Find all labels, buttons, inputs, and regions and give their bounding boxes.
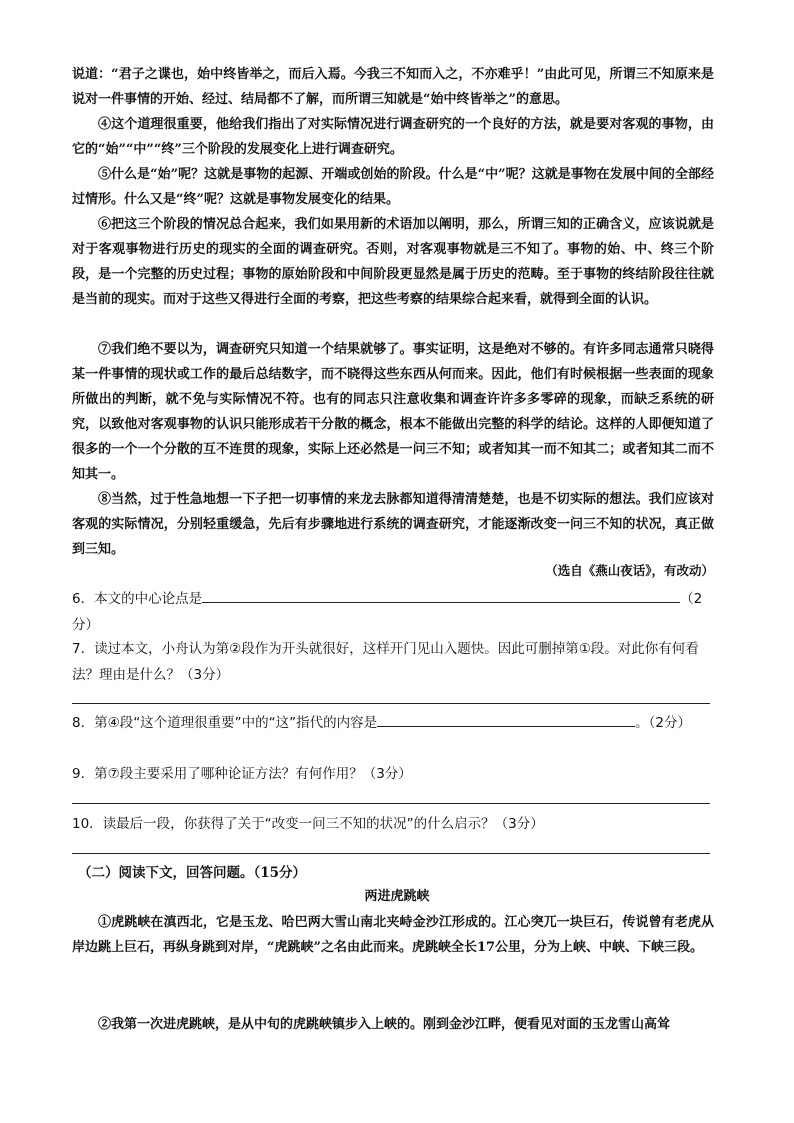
question-8-text: 8．第④段“这个道理很重要”中的“这”指代的内容是: [72, 715, 378, 731]
article-paragraph-4: ④这个道理很重要，他给我们指出了对实际情况进行调查研究的一个良好的方法，就是要对客观的事物，由它的“始”“中”“终”三个阶段的发展变化上进行调查研究。: [72, 117, 714, 157]
question-6-score: （2分）: [72, 591, 703, 633]
article-2-paragraph-1: ①虎跳峡在滇西北，它是玉龙、哈巴两大雪山南北夹峙金沙江形成的。江心突兀一块巨石，传说曾有老虎从岸边跳上巨石，再纵身跳到对岸，“虎跳峡”之名由此而来。虎跳峡全长17公里，分为上峡、中峡、下峡三段。: [72, 915, 714, 955]
question-9: 9．第⑦段主要采用了哪种论证方法？有何作用？（3分）: [72, 766, 412, 782]
question-6-text: 6．本文的中心论点是: [72, 591, 203, 607]
article-paragraph-8: ⑧当然，过于性急地想一下子把一切事情的来龙去脉都知道得清清楚楚，也是不切实际的想法。我们应该对客观的实际情况，分别轻重缓急，先后有步骤地进行系统的调查研究，才能逐渐改变一问三不知的状况，真正做到三知。: [72, 492, 714, 557]
question-6-answer-blank[interactable]: [202, 588, 680, 603]
question-8-answer-blank[interactable]: [377, 712, 635, 727]
question-6: [72, 586, 714, 638]
section-2-heading: （二）阅读下文，回答问题。（15分）: [78, 865, 307, 881]
article-paragraph-6: ⑥把这三个阶段的情况总合起来，我们如果用新的术语加以阐明，那么，所谓三知的正确含义，应该说就是对于客观事物进行历史的现实的全面的调查研究。否则，对客观事物就是三不知了。事物的始、中、终三个阶段，是一个完整的历史过程；事物的原始阶段和中间阶段更显然是属于历史的范畴。至于事物的终结阶段往往就是当前的现实。而对于这些又得进行全面的考察，把这些考察的结果综合起来看，就得到全面的认识。: [72, 217, 714, 307]
question-10-answer-line[interactable]: [72, 853, 710, 854]
article-paragraph-3-continued: 说道：“君子之谍也，始中终皆举之，而后入焉。今我三不知而入之，不亦难乎！”由此可见，所谓三不知原来是说对一件事情的开始、经过、结局都不了解，而所谓三知就是“始中终皆举之”的意思。: [72, 67, 714, 107]
article-source: （选自《燕山夜话》，有改动）: [545, 563, 714, 578]
question-10: 10．读最后一段，你获得了关于“改变一问三不知的状况”的什么启示？（3分）: [72, 816, 544, 832]
article-paragraph-7: ⑦我们绝不要以为，调查研究只知道一个结果就够了。事实证明，这是绝对不够的。有许多同志通常只晓得某一件事情的现状或工作的最后总结数字，而不晓得这些东西从何而来。因此，他们有时候根据一些表面的现象所做出的判断，就不免与实际情况不符。也有的同志只注意收集和调查许许多多零碎的现象，而缺乏系统的研究，以致他对客观事物的认识只能形成若干分散的概念，根本不能做出完整的科学的结论。这样的人即便知道了很多的一个一个分散的互不连贯的现象，实际上还必然是一问三不知；或者知其一而不知其二；或者知其二而不知其一。: [72, 342, 714, 482]
question-8-score: 。（2分）: [635, 715, 692, 731]
question-7-answer-line[interactable]: [72, 703, 710, 704]
article-2-paragraph-2: ②我第一次进虎跳峡，是从中旬的虎跳峡镇步入上峡的。刚到金沙江畔，便看见对面的玉龙雪山高耸: [98, 1017, 671, 1032]
question-8: [72, 710, 714, 736]
article-2-title: 两进虎跳峡: [364, 889, 430, 904]
article-paragraph-5: ⑤什么是“始”呢？这就是事物的起源、开端或创始的阶段。什么是“中”呢？这就是事物在发展中间的全部经过情形。什么又是“终”呢？这就是事物发展变化的结果。: [72, 167, 714, 207]
question-9-answer-line[interactable]: [72, 803, 710, 804]
question-7: 7．读过本文，小舟认为第②段作为开头就很好，这样开门见山入题快。因此可删掉第①段。对此你有何看法？理由是什么？（3分）: [72, 641, 699, 683]
